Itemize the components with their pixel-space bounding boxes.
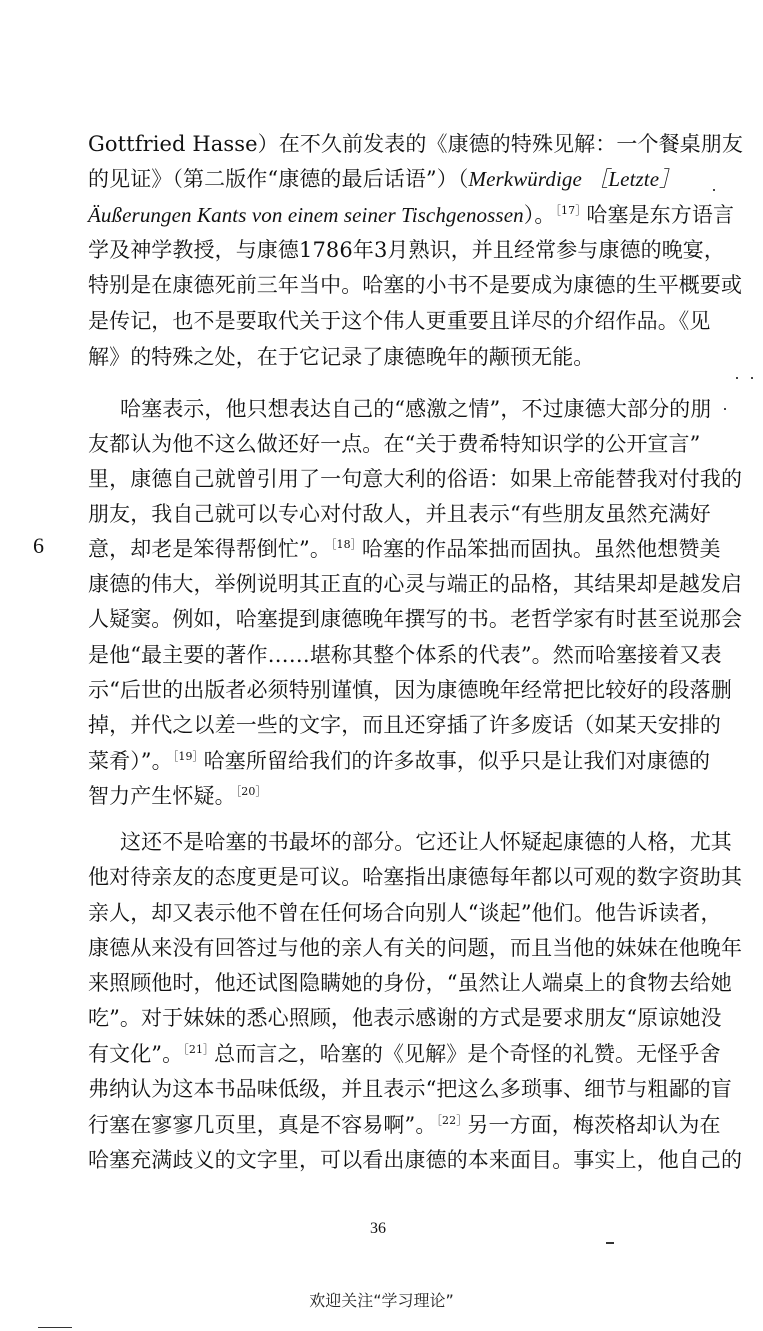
text-run: 是他“最主要的著作……堪称其整个体系的代表”。然而哈塞接着又表 xyxy=(88,643,722,667)
text-line xyxy=(88,567,743,601)
text-line xyxy=(88,198,735,232)
text-line xyxy=(88,268,743,302)
text-line xyxy=(88,497,714,531)
text-run: 是传记，也不是要取代关于这个伟人更重要且详尽的介绍作品。《见 xyxy=(88,309,711,333)
text-line xyxy=(88,931,743,965)
text-run: 解》的特殊之处，在于它记录了康德晚年的颟顸无能。 xyxy=(88,345,595,369)
text-run: 哈塞的作品笨拙而固执。虽然他想赞美 xyxy=(361,537,721,561)
text-line xyxy=(88,966,732,1000)
footnote-ref: ［19］ xyxy=(172,750,204,763)
text-line xyxy=(88,162,714,196)
text-run: 人疑窦。例如，哈塞提到康德晚年撰写的书。老哲学家有时甚至说那会 xyxy=(88,607,743,631)
text-run: 哈塞是东方语言 xyxy=(586,203,735,227)
scan-mark xyxy=(606,1242,614,1244)
scan-dot xyxy=(713,189,715,191)
text-run: 朋友，我自己就可以专心对付敌人，并且表示“有些朋友虽然充满好 xyxy=(88,502,711,526)
text-line xyxy=(88,602,743,636)
text-run: ）。 xyxy=(523,203,556,227)
text-run: 的见证》（第二版作“康德的最后话语”）（ xyxy=(88,167,469,191)
text-line xyxy=(88,427,714,461)
text-run: 意，却老是笨得帮倒忙”。 xyxy=(88,537,331,561)
text-run: 亲人，却又表示他不曾在任何场合向别人“谈起”他们。他告诉读者， xyxy=(88,901,722,925)
footer-note: 欢迎关注“学习理论” xyxy=(309,1291,454,1310)
scan-dot xyxy=(751,377,753,379)
footnote-ref: ［17］ xyxy=(555,204,587,217)
text-line xyxy=(88,1108,721,1142)
text-run: Gottfried Hasse）在不久前发表的《康德的特殊见解：一个餐桌朋友 xyxy=(88,132,743,156)
text-line xyxy=(120,392,714,426)
text-run: 友都认为他不这么做还好一点。在“关于费希特知识学的公开宣言” xyxy=(88,432,701,456)
margin-number: 6 xyxy=(33,533,44,558)
text-line xyxy=(88,1143,743,1177)
text-run: 另一方面，梅茨格却认为在 xyxy=(467,1113,721,1137)
text-line xyxy=(88,127,743,161)
scan-mark xyxy=(38,1327,72,1328)
text-run: 吃”。对于妹妹的悉心照顾，他表示感谢的方式是要求朋友“原谅她没 xyxy=(88,1006,722,1030)
italic-title: Äußerungen Kants von einem seiner Tischgenossen xyxy=(88,203,524,227)
text-line xyxy=(88,708,721,742)
text-run: 哈塞表示，他只想表达自己的“感激之情”，不过康德大部分的朋 xyxy=(120,397,712,421)
text-run: 哈塞充满歧义的文字里，可以看出康德的本来面目。事实上，他自己的 xyxy=(88,1148,743,1172)
text-run: 哈塞所留给我们的许多故事，似乎只是让我们对康德的 xyxy=(203,749,711,773)
text-line xyxy=(88,532,721,566)
text-line xyxy=(88,1001,722,1035)
text-run: 示“后世的出版者必须特别谨慎，因为康德晚年经常把比较好的段落删 xyxy=(88,678,732,702)
page-number: 36 xyxy=(370,1220,386,1237)
text-run: 行塞在寥寥几页里，真是不容易啊”。 xyxy=(88,1113,437,1137)
text-run: 里，康德自己就曾引用了一句意大利的俗语：如果上帝能替我对付我的 xyxy=(88,467,743,491)
italic-title: Merkwürdige ［Letzte］ xyxy=(468,167,681,191)
text-line xyxy=(88,1072,732,1106)
text-line xyxy=(88,673,732,707)
text-run: 弗纳认为这本书品味低级，并且表示“把这么多琐事、细节与粗鄙的盲 xyxy=(88,1077,732,1101)
text-run: 他对待亲友的态度更是可议。哈塞指出康德每年都以可观的数字资助其 xyxy=(88,865,743,889)
text-run: 总而言之，哈塞的《见解》是个奇怪的礼赞。无怪乎舍 xyxy=(214,1042,721,1066)
text-line xyxy=(88,896,722,930)
text-run: 特别是在康德死前三年当中。哈塞的小书不是要成为康德的生平概要或 xyxy=(88,273,743,297)
text-line xyxy=(88,1037,721,1071)
text-line xyxy=(88,779,714,813)
scan-dot xyxy=(724,408,726,410)
footnote-ref: ［18］ xyxy=(330,538,362,551)
text-run: 这还不是哈塞的书最坏的部分。它还让人怀疑起康德的人格，尤其 xyxy=(120,830,732,854)
text-run: 学及神学教授，与康德1786年3月熟识，并且经常参与康德的晚宴， xyxy=(88,238,726,262)
text-run: 菜肴）”。 xyxy=(88,749,173,773)
text-line xyxy=(88,744,714,778)
text-run: 康德的伟大，举例说明其正直的心灵与端正的品格，其结果却是越发启 xyxy=(88,572,743,596)
text-line xyxy=(120,825,732,859)
text-line xyxy=(88,304,714,338)
text-line xyxy=(88,638,722,672)
text-run: 康德从来没有回答过与他的亲人有关的问题，而且当他的妹妹在他晚年 xyxy=(88,936,743,960)
text-run: 来照顾他时，他还试图隐瞒她的身份，“虽然让人端桌上的食物去给她 xyxy=(88,971,732,995)
text-run: 掉，并代之以差一些的文字，而且还穿插了许多废话（如某天安排的 xyxy=(88,713,721,737)
text-line xyxy=(88,340,714,374)
footnote-ref: ［21］ xyxy=(183,1043,215,1056)
text-run: 智力产生怀疑。 xyxy=(88,784,236,808)
text-line xyxy=(88,233,726,267)
text-run: 有文化”。 xyxy=(88,1042,184,1066)
text-line xyxy=(88,860,743,894)
text-line xyxy=(88,462,743,496)
scan-dot xyxy=(736,377,738,379)
footnote-ref: ［20］ xyxy=(235,785,267,798)
footnote-ref: ［22］ xyxy=(436,1114,468,1127)
